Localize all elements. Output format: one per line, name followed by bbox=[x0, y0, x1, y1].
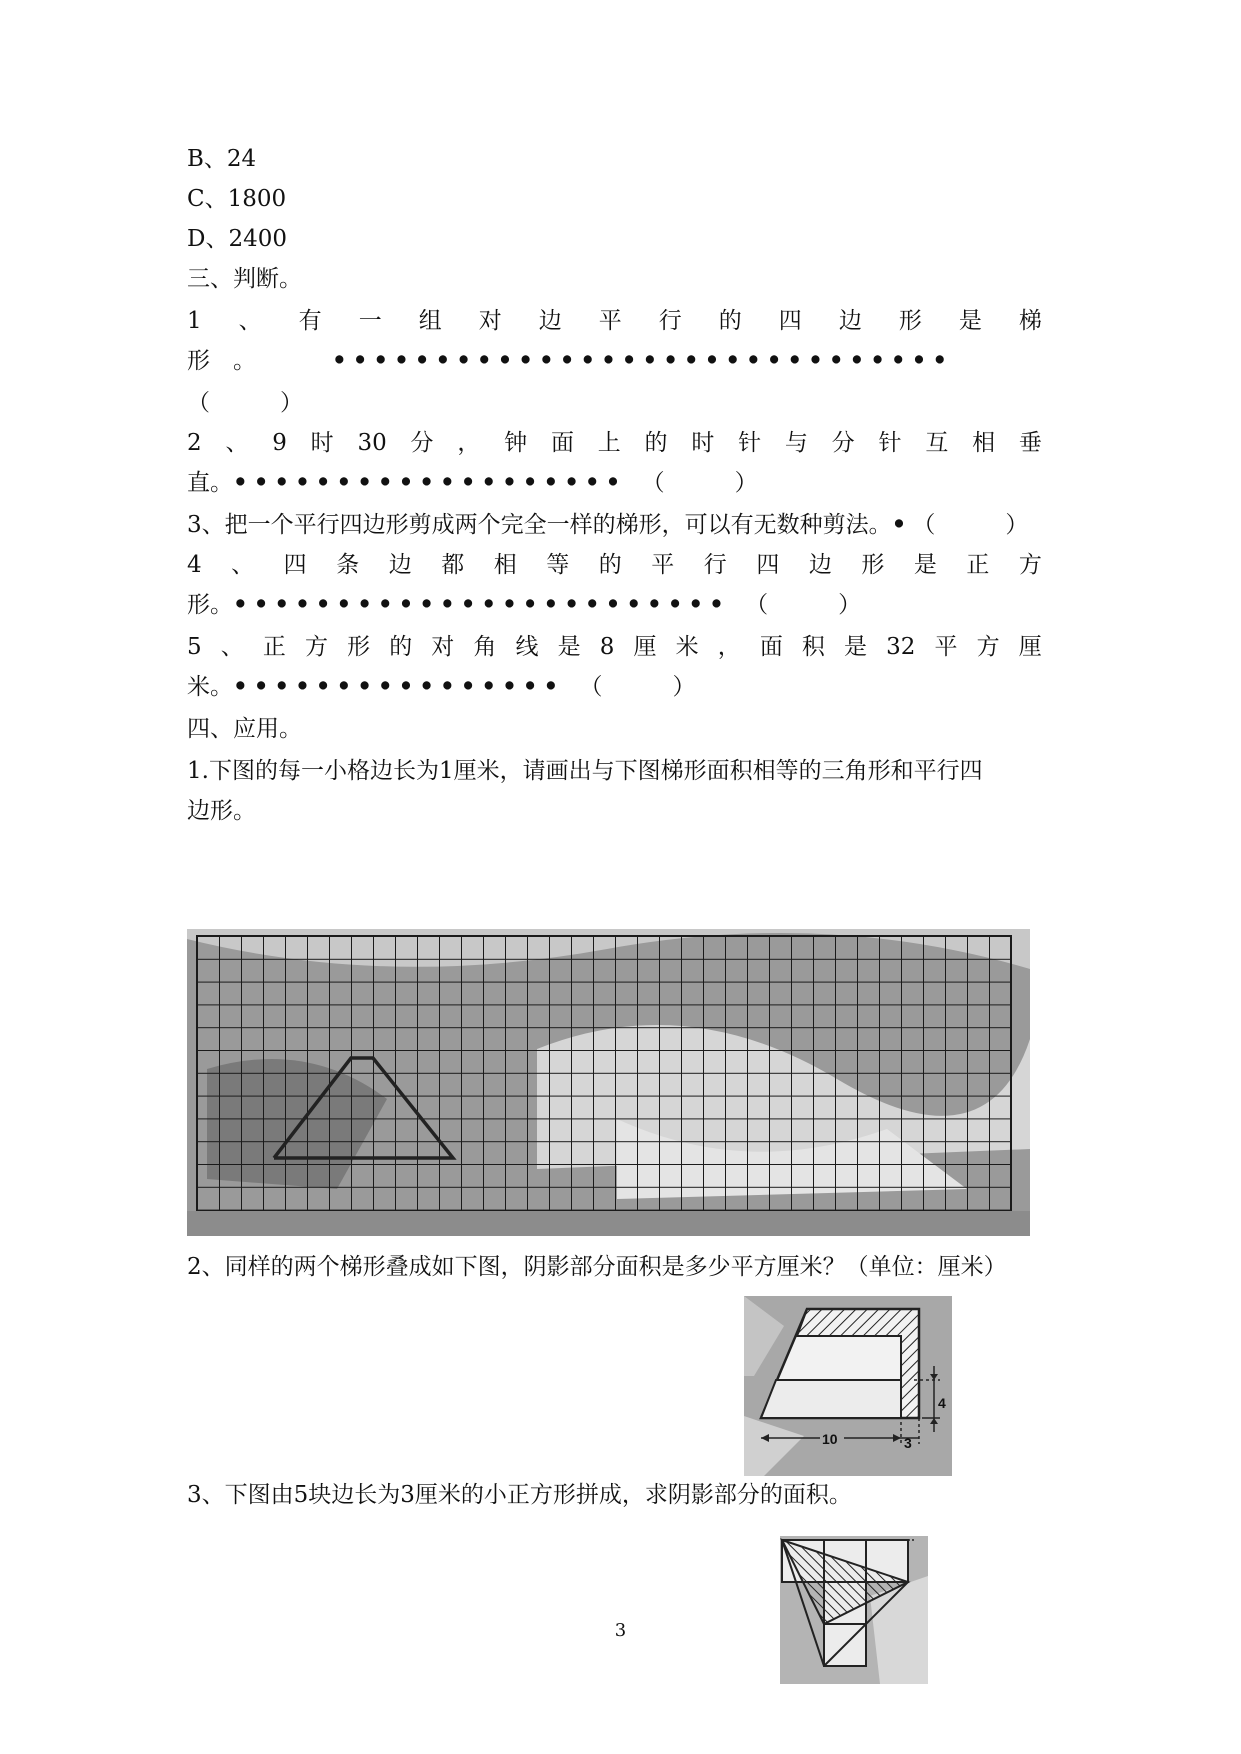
leader-dots: •••••••••••••••••••••••• bbox=[233, 591, 730, 618]
leader-dots: •••••••••••••••• bbox=[233, 673, 565, 700]
apply-p1-line2: 边形。 bbox=[187, 798, 256, 824]
judge-q5-line1: 5 、 正 方 形 的 对 角 线 是 8 厘 米 ， 面 积 是 32 平 方 厘 bbox=[187, 634, 1042, 660]
judge-q1-answer: （ ） bbox=[187, 390, 303, 416]
apply-p2: 2、同样的两个梯形叠成如下图，阴影部分面积是多少平方厘米？（单位：厘米） bbox=[187, 1254, 1007, 1280]
judge-q3: 3、把一个平行四边形剪成两个完全一样的梯形，可以有无数种剪法。•（ ） bbox=[187, 511, 1029, 538]
leader-dots: • bbox=[891, 511, 913, 538]
section-apply-heading: 四、应用。 bbox=[187, 716, 302, 742]
leader-dots: •••••••••••••••••••••••••••••• bbox=[332, 347, 954, 374]
judge-q4-line1: 4 、 四 条 边 都 相 等 的 平 行 四 边 形 是 正 方 bbox=[187, 552, 1042, 578]
judge-q2-line2: 直。••••••••••••••••••• （ ） bbox=[187, 469, 758, 496]
apply-p1-line1: 1.下图的每一小格边长为1厘米，请画出与下图梯形面积相等的三角形和平行四 bbox=[187, 758, 983, 784]
judge-q5-line2: 米。•••••••••••••••• （ ） bbox=[187, 673, 696, 700]
lower-trapezoid bbox=[761, 1380, 901, 1418]
judge-q1-line1: 1 、 有 一 组 对 边 平 行 的 四 边 形 是 梯 bbox=[187, 308, 1042, 334]
option-b: B、24 bbox=[187, 146, 257, 172]
five-squares-figure bbox=[780, 1536, 928, 1684]
square-grid bbox=[197, 936, 1011, 1211]
leader-dots: ••••••••••••••••••• bbox=[233, 469, 627, 496]
page-number: 3 bbox=[614, 1620, 627, 1641]
judge-q4-line2: 形。•••••••••••••••••••••••• （ ） bbox=[187, 591, 862, 618]
judge-q2-line1: 2 、 9 时 30 分 ， 钟 面 上 的 时 针 与 分 针 互 相 垂 bbox=[187, 430, 1042, 456]
apply-p3: 3、下图由5块边长为3厘米的小正方形拼成，求阴影部分的面积。 bbox=[187, 1482, 852, 1508]
dim-overlap-label: 3 bbox=[904, 1435, 912, 1451]
option-d: D、2400 bbox=[187, 226, 287, 252]
grid-trapezoid-figure bbox=[187, 929, 1030, 1236]
section-judge-heading: 三、判断。 bbox=[187, 266, 302, 292]
option-c: C、1800 bbox=[187, 186, 287, 212]
dim-height-label: 4 bbox=[938, 1395, 946, 1411]
judge-q1-line2: 形 。 •••••••••••••••••••••••••••••• bbox=[187, 347, 954, 374]
overlapping-trapezoids-figure bbox=[744, 1296, 952, 1476]
dim-base-label: 10 bbox=[822, 1431, 838, 1447]
